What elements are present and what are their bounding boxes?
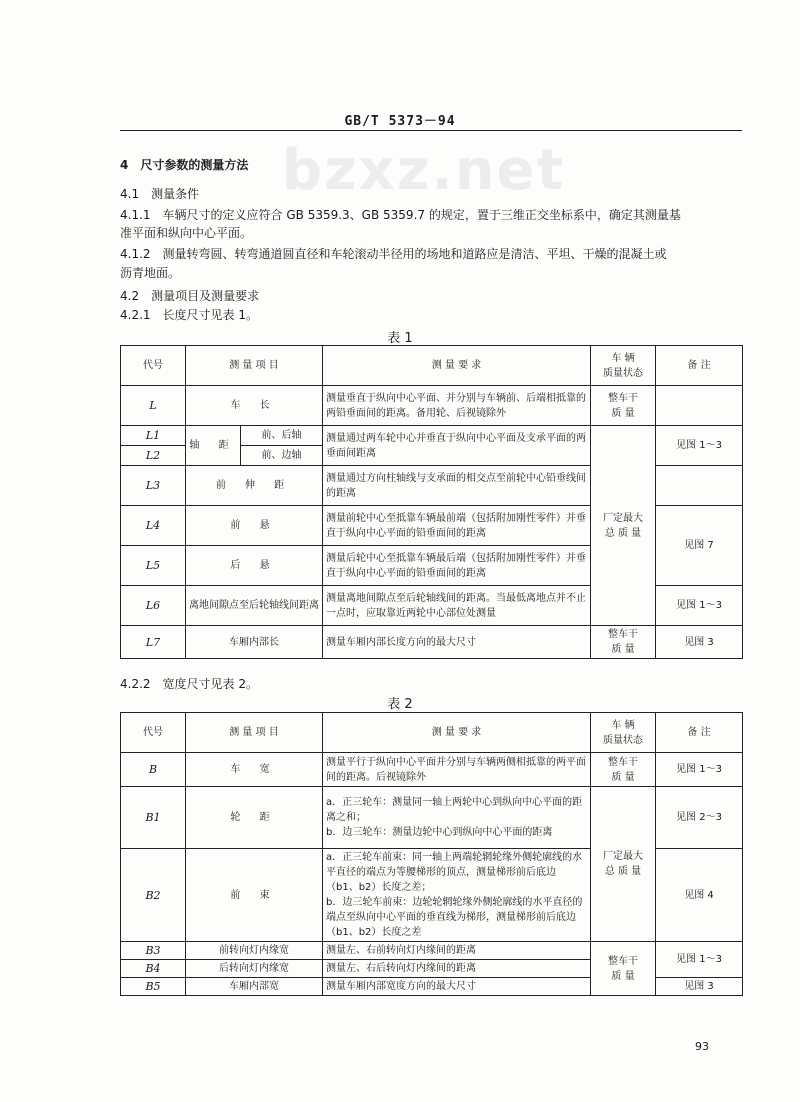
t1-note-L	[656, 386, 743, 426]
table1-header-row	[121, 346, 743, 386]
t2-note-B34: 见图 1～3	[656, 942, 743, 978]
page-number: 93	[695, 1040, 709, 1053]
t2-code-B5: B5	[121, 978, 186, 996]
section-4-title: 4 尺寸参数的测量方法	[120, 158, 249, 172]
t2-req-B: 测量平行于纵向中心平面并分别与车辆两侧相抵靠的两平面间的距离。后视镜除外	[323, 753, 591, 787]
table-row	[121, 626, 743, 659]
table1	[120, 345, 743, 659]
t1-item-L4: 前 悬	[186, 506, 323, 546]
t2-req-B5: 测量车厢内部宽度方向的最大尺寸	[323, 978, 591, 996]
t2-head-req: 测 量 要 求	[323, 713, 591, 753]
t1-req-L12: 测量通过两车轮中心并垂直于纵向中心平面及支承平面的两垂面间距离	[323, 426, 591, 466]
t2-code-B4: B4	[121, 960, 186, 978]
t2-item-B2: 前 束	[186, 849, 323, 942]
t2-note-B: 见图 1～3	[656, 753, 743, 787]
t2-note-B1: 见图 2～3	[656, 787, 743, 849]
t1-req-L6: 测量离地间隙点至后轮轴线间的距离。当最低离地点并不止一点时，应取靠近两轮中心部位处测量	[323, 586, 591, 626]
para-4-1-2-line1: 4.1.2 测量转弯圆、转弯通道圆直径和车轮滚动半径用的场地和道路应是清洁、平坦、干燥的混凝土或	[120, 247, 667, 261]
t1-sub-L2: 前、边轴	[241, 446, 323, 466]
t1-note-L3	[656, 466, 743, 506]
t2-item-B1: 轮 距	[186, 787, 323, 849]
t1-state-L: 整车干 质 量	[591, 386, 656, 426]
t1-item-L6: 离地间隙点至后轮轴线间距离	[186, 586, 323, 626]
t2-item-B: 车 宽	[186, 753, 323, 787]
t1-code-L: L	[121, 386, 186, 426]
table2-header-row	[121, 713, 743, 753]
para-4-2-2: 4.2.2 宽度尺寸见表 2。	[120, 677, 258, 691]
watermark: bzxz.net	[282, 138, 566, 203]
t1-item-L3: 前 伸 距	[186, 466, 323, 506]
t2-req-B3: 测量左、右前转向灯内缘间的距离	[323, 942, 591, 960]
t1-item-wheelbase: 轴 距	[186, 426, 241, 466]
t1-req-L4: 测量前轮中心至抵靠车辆最前端（包括附加刚性零件）并垂直于纵向中心平面的铅垂面间的距离	[323, 506, 591, 546]
t1-head-note: 备 注	[656, 346, 743, 386]
t1-head-item: 测 量 项 目	[186, 346, 323, 386]
t2-note-B2: 见图 4	[656, 849, 743, 942]
section-4-1-title: 4.1 测量条件	[120, 187, 200, 201]
t2-state-B: 整车干 质 量	[591, 753, 656, 787]
page-header: GB/T 5373－94	[344, 114, 456, 129]
t1-note-L7: 见图 3	[656, 626, 743, 659]
t1-item-L: 车 长	[186, 386, 323, 426]
para-4-1-2-line2: 沥青地面。	[120, 266, 181, 280]
t2-item-B5: 车厢内部宽	[186, 978, 323, 996]
t2-item-B3: 前转向灯内缘宽	[186, 942, 323, 960]
t1-note-L12: 见图 1～3	[656, 426, 743, 466]
t2-head-code: 代号	[121, 713, 186, 753]
t1-state-mid: 厂定最大 总 质 量	[591, 426, 656, 626]
t1-code-L7: L7	[121, 626, 186, 659]
table2-caption: 表 2	[387, 697, 413, 712]
t1-code-L2: L2	[121, 446, 186, 466]
t2-note-B5: 见图 3	[656, 978, 743, 996]
t1-code-L5: L5	[121, 546, 186, 586]
t2-req-B1: a．正三轮车：测量同一轴上两轮中心到纵向中心平面的距离之和； b．边三轮车：测量边轮中心到纵向中心平面的距离	[323, 787, 591, 849]
section-4-2-title: 4.2 测量项目及测量要求	[120, 289, 260, 303]
table-row	[121, 787, 743, 849]
t1-req-L: 测量垂直于纵向中心平面、并分别与车辆前、后端相抵靠的两铅垂面间的距离。备用轮、后视镜除外	[323, 386, 591, 426]
t1-req-L3: 测量通过方向柱轴线与支承面的相交点至前轮中心铅垂线间的距离	[323, 466, 591, 506]
t2-head-note: 备 注	[656, 713, 743, 753]
para-4-1-1-line1: 4.1.1 车辆尺寸的定义应符合 GB 5359.3、GB 5359.7 的规定，置于三维正交坐标系中，确定其测量基	[120, 208, 681, 222]
t1-req-L7: 测量车厢内部长度方向的最大尺寸	[323, 626, 591, 659]
t2-code-B2: B2	[121, 849, 186, 942]
t1-item-L5: 后 悬	[186, 546, 323, 586]
table-row	[121, 942, 743, 960]
t2-code-B1: B1	[121, 787, 186, 849]
t1-code-L3: L3	[121, 466, 186, 506]
t2-req-B2: a．正三轮车前束：同一轴上两端轮辋轮缘外侧轮廓线的水平直径的端点为等腰梯形的顶点，测量梯形前后底边（b1、b2）长度之差； b．边三轮车前束：边轮轮辋轮缘外侧轮廓线的水平直径的端点至纵向中心平面的垂直线为梯形，测量梯形前后底边（b1、b2）长度之差	[323, 849, 591, 942]
table1-caption: 表 1	[387, 331, 413, 346]
t2-code-B: B	[121, 753, 186, 787]
para-4-1-1-line2: 准平面和纵向中心平面。	[120, 226, 253, 240]
t2-code-B3: B3	[121, 942, 186, 960]
t1-head-state: 车 辆 质量状态	[591, 346, 656, 386]
t1-code-L4: L4	[121, 506, 186, 546]
t2-state-mid: 厂定最大 总 质 量	[591, 787, 656, 942]
t1-item-L7: 车厢内部长	[186, 626, 323, 659]
t1-state-L7: 整车干 质 量	[591, 626, 656, 659]
t1-req-L5: 测量后轮中心至抵靠车辆最后端（包括附加刚性零件）并垂直于纵向中心平面的铅垂面间的距离	[323, 546, 591, 586]
t2-head-state: 车 辆 质量状态	[591, 713, 656, 753]
table-row	[121, 426, 743, 446]
table2	[120, 712, 743, 996]
t2-state-B34: 整车干 质 量	[591, 942, 656, 996]
t1-sub-L1: 前、后轴	[241, 426, 323, 446]
para-4-2-1: 4.2.1 长度尺寸见表 1。	[120, 308, 258, 322]
header-rule	[120, 130, 742, 131]
t1-code-L1: L1	[121, 426, 186, 446]
table-row	[121, 386, 743, 426]
t1-note-L6: 见图 1～3	[656, 586, 743, 626]
t2-req-B4: 测量左、右后转向灯内缘间的距离	[323, 960, 591, 978]
t2-item-B4: 后转向灯内缘宽	[186, 960, 323, 978]
t1-code-L6: L6	[121, 586, 186, 626]
table-row	[121, 753, 743, 787]
t1-note-L45: 见图 7	[656, 506, 743, 586]
t1-head-req: 测 量 要 求	[323, 346, 591, 386]
t2-head-item: 测 量 项 目	[186, 713, 323, 753]
t1-head-code: 代号	[121, 346, 186, 386]
